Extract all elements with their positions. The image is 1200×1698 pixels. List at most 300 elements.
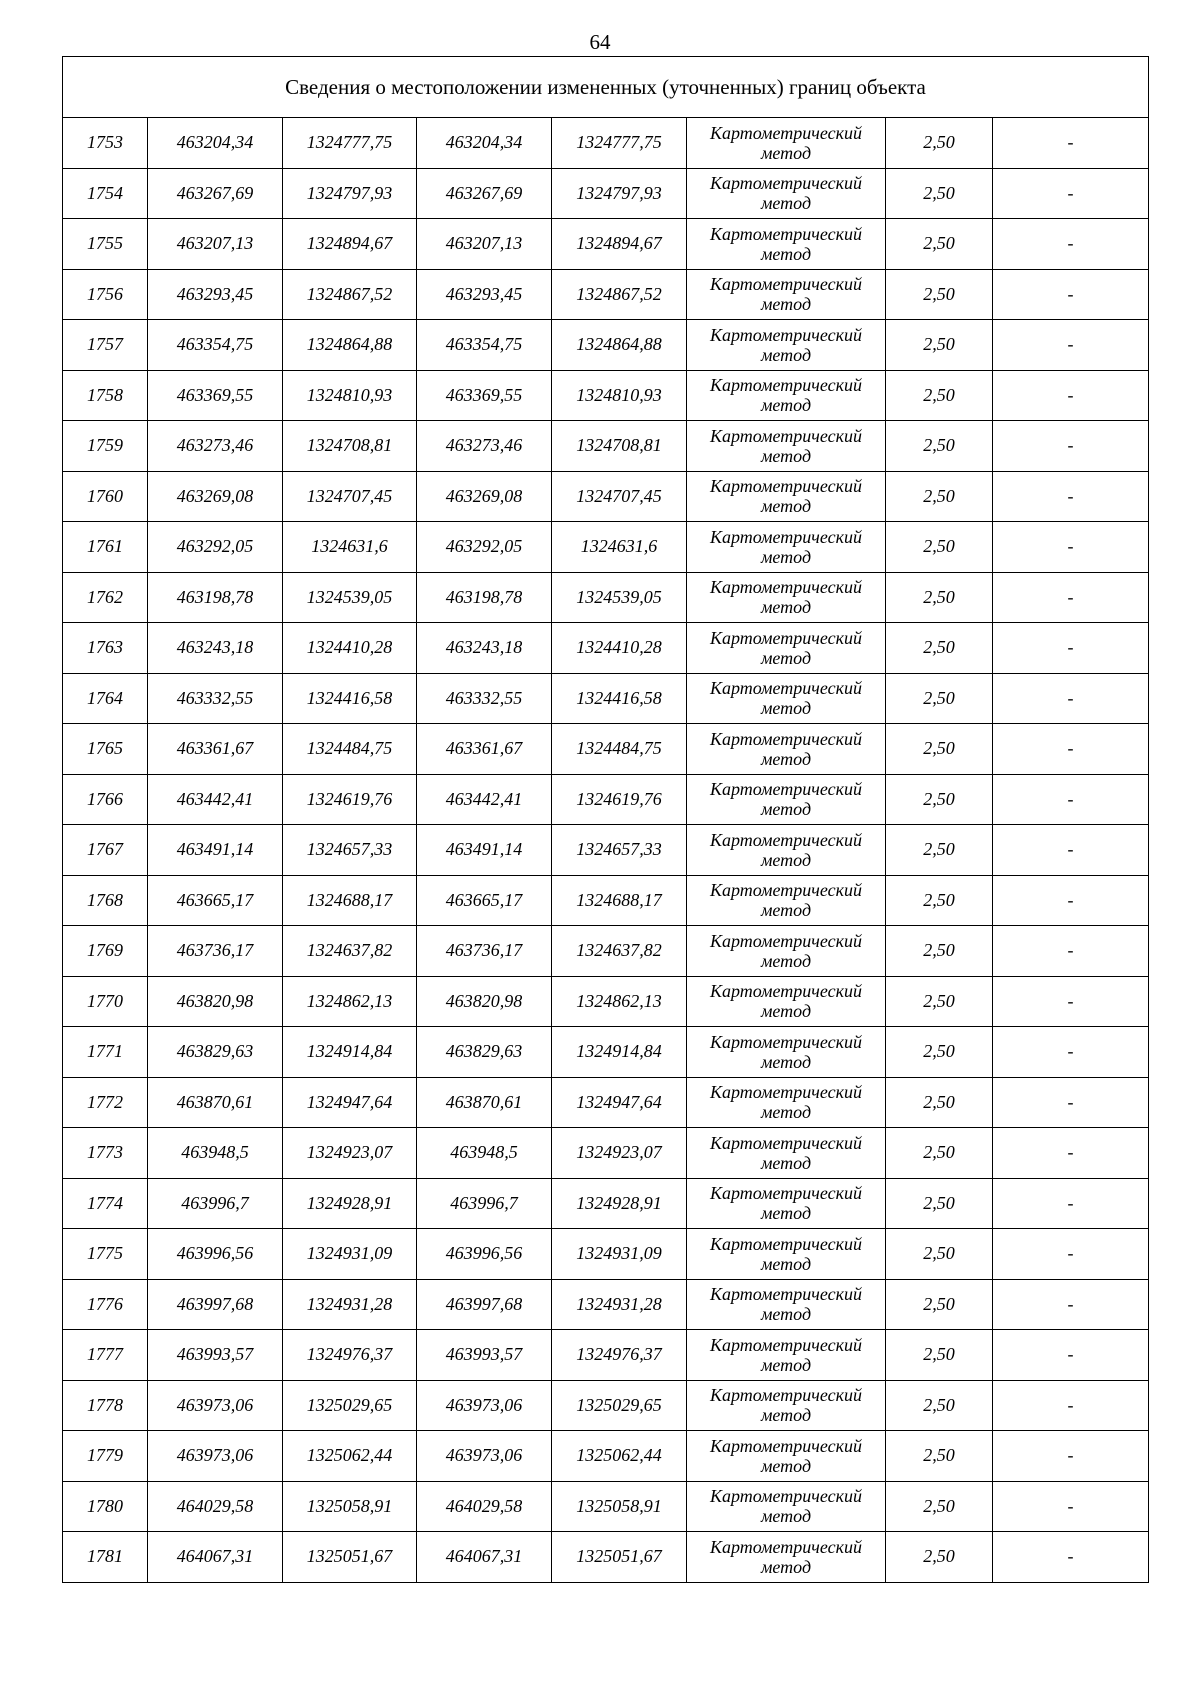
method-line-2: метод: [760, 344, 812, 365]
accuracy-cell: 2,50: [886, 1027, 993, 1078]
x-refined-cell: 463204,34: [417, 118, 552, 169]
y-existing-cell: 1324862,13: [283, 976, 417, 1027]
x-existing-cell: 463993,57: [148, 1330, 283, 1381]
table-row: [63, 875, 1149, 926]
note-cell: -: [993, 1380, 1149, 1431]
x-existing-cell: 464029,58: [148, 1481, 283, 1532]
method-cell: [687, 1330, 886, 1381]
x-existing-cell: 463870,61: [148, 1077, 283, 1128]
y-existing-cell: 1324810,93: [283, 370, 417, 421]
point-number-cell: 1780: [63, 1481, 148, 1532]
y-existing-cell: 1324931,28: [283, 1279, 417, 1330]
method-line-1: Картометрический: [709, 829, 862, 850]
note-cell: -: [993, 1431, 1149, 1482]
method-cell: [687, 1027, 886, 1078]
method-cell: [687, 370, 886, 421]
x-refined-cell: 464029,58: [417, 1481, 552, 1532]
method-cell: [687, 724, 886, 775]
x-existing-cell: 463273,46: [148, 421, 283, 472]
note-cell: -: [993, 572, 1149, 623]
table-row: [63, 825, 1149, 876]
method-line-1: Картометрический: [709, 1284, 862, 1305]
accuracy-cell: 2,50: [886, 1380, 993, 1431]
x-refined-cell: 463354,75: [417, 320, 552, 371]
method-line-2: метод: [760, 900, 812, 921]
table-row: [63, 1481, 1149, 1532]
y-existing-cell: 1325058,91: [283, 1481, 417, 1532]
table-row: [63, 522, 1149, 573]
x-existing-cell: 463361,67: [148, 724, 283, 775]
note-cell: -: [993, 774, 1149, 825]
accuracy-cell: 2,50: [886, 976, 993, 1027]
note-cell: -: [993, 825, 1149, 876]
method-cell: [687, 825, 886, 876]
x-refined-cell: 463361,67: [417, 724, 552, 775]
accuracy-cell: 2,50: [886, 724, 993, 775]
accuracy-cell: 2,50: [886, 1481, 993, 1532]
y-existing-cell: 1324688,17: [283, 875, 417, 926]
note-cell: -: [993, 219, 1149, 270]
method-line-1: Картометрический: [709, 425, 862, 446]
y-refined-cell: 1325029,65: [552, 1380, 687, 1431]
y-existing-cell: 1324484,75: [283, 724, 417, 775]
y-refined-cell: 1324867,52: [552, 269, 687, 320]
y-refined-cell: 1324976,37: [552, 1330, 687, 1381]
table-row: [63, 926, 1149, 977]
x-existing-cell: 463332,55: [148, 673, 283, 724]
note-cell: -: [993, 926, 1149, 977]
point-number-cell: 1776: [63, 1279, 148, 1330]
accuracy-cell: 2,50: [886, 219, 993, 270]
x-refined-cell: 463820,98: [417, 976, 552, 1027]
note-cell: -: [993, 1532, 1149, 1583]
y-refined-cell: 1324410,28: [552, 623, 687, 674]
x-existing-cell: 464067,31: [148, 1532, 283, 1583]
x-refined-cell: 463207,13: [417, 219, 552, 270]
table-row: [63, 724, 1149, 775]
y-existing-cell: 1324416,58: [283, 673, 417, 724]
y-existing-cell: 1324637,82: [283, 926, 417, 977]
coordinates-table: [62, 56, 1149, 1583]
y-existing-cell: 1324864,88: [283, 320, 417, 371]
y-refined-cell: 1324931,28: [552, 1279, 687, 1330]
point-number-cell: 1777: [63, 1330, 148, 1381]
method-line-2: метод: [760, 193, 812, 214]
point-number-cell: 1773: [63, 1128, 148, 1179]
y-refined-cell: 1324657,33: [552, 825, 687, 876]
table-row: [63, 1279, 1149, 1330]
method-cell: [687, 1279, 886, 1330]
y-existing-cell: 1325029,65: [283, 1380, 417, 1431]
y-existing-cell: 1324923,07: [283, 1128, 417, 1179]
x-existing-cell: 463293,45: [148, 269, 283, 320]
x-refined-cell: 463332,55: [417, 673, 552, 724]
method-line-1: Картометрический: [709, 1435, 862, 1456]
table-row: [63, 1128, 1149, 1179]
y-refined-cell: 1324637,82: [552, 926, 687, 977]
point-number-cell: 1779: [63, 1431, 148, 1482]
table-row: [63, 1431, 1149, 1482]
method-line-1: Картометрический: [709, 1183, 862, 1204]
method-line-2: метод: [760, 799, 812, 820]
method-line-2: метод: [760, 1001, 812, 1022]
table-row: [63, 774, 1149, 825]
y-existing-cell: 1324894,67: [283, 219, 417, 270]
x-refined-cell: 463243,18: [417, 623, 552, 674]
method-line-2: метод: [760, 950, 812, 971]
x-refined-cell: 463491,14: [417, 825, 552, 876]
y-refined-cell: 1324631,6: [552, 522, 687, 573]
table-row: [63, 623, 1149, 674]
accuracy-cell: 2,50: [886, 1532, 993, 1583]
method-cell: [687, 522, 886, 573]
y-existing-cell: 1324976,37: [283, 1330, 417, 1381]
y-refined-cell: 1324416,58: [552, 673, 687, 724]
method-line-2: метод: [760, 1506, 812, 1527]
y-refined-cell: 1324923,07: [552, 1128, 687, 1179]
method-line-2: метод: [760, 395, 812, 416]
table-body: [63, 57, 1149, 1583]
x-existing-cell: 463996,56: [148, 1229, 283, 1280]
accuracy-cell: 2,50: [886, 926, 993, 977]
accuracy-cell: 2,50: [886, 1330, 993, 1381]
accuracy-cell: 2,50: [886, 471, 993, 522]
x-existing-cell: 463996,7: [148, 1178, 283, 1229]
note-cell: -: [993, 320, 1149, 371]
method-line-1: Картометрический: [709, 880, 862, 901]
x-refined-cell: 463292,05: [417, 522, 552, 573]
y-existing-cell: 1324928,91: [283, 1178, 417, 1229]
table-row: [63, 976, 1149, 1027]
note-cell: -: [993, 118, 1149, 169]
method-line-1: Картометрический: [709, 627, 862, 648]
y-existing-cell: 1324797,93: [283, 168, 417, 219]
y-existing-cell: 1325051,67: [283, 1532, 417, 1583]
method-cell: [687, 774, 886, 825]
method-line-1: Картометрический: [709, 1132, 862, 1153]
y-existing-cell: 1324867,52: [283, 269, 417, 320]
note-cell: -: [993, 370, 1149, 421]
y-refined-cell: 1324708,81: [552, 421, 687, 472]
table-row: [63, 320, 1149, 371]
x-existing-cell: 463491,14: [148, 825, 283, 876]
method-line-2: метод: [760, 597, 812, 618]
accuracy-cell: 2,50: [886, 421, 993, 472]
x-refined-cell: 463269,08: [417, 471, 552, 522]
accuracy-cell: 2,50: [886, 168, 993, 219]
note-cell: -: [993, 1481, 1149, 1532]
table-row: [63, 370, 1149, 421]
y-refined-cell: 1325062,44: [552, 1431, 687, 1482]
method-line-2: метод: [760, 294, 812, 315]
note-cell: -: [993, 724, 1149, 775]
y-refined-cell: 1325058,91: [552, 1481, 687, 1532]
method-line-2: метод: [760, 496, 812, 517]
accuracy-cell: 2,50: [886, 1178, 993, 1229]
accuracy-cell: 2,50: [886, 623, 993, 674]
method-cell: [687, 976, 886, 1027]
point-number-cell: 1771: [63, 1027, 148, 1078]
note-cell: -: [993, 168, 1149, 219]
y-existing-cell: 1324708,81: [283, 421, 417, 472]
method-cell: [687, 875, 886, 926]
method-line-2: метод: [760, 647, 812, 668]
method-cell: [687, 1532, 886, 1583]
x-existing-cell: 463243,18: [148, 623, 283, 674]
x-existing-cell: 463442,41: [148, 774, 283, 825]
y-refined-cell: 1324914,84: [552, 1027, 687, 1078]
method-cell: [687, 1380, 886, 1431]
note-cell: -: [993, 1330, 1149, 1381]
method-line-2: метод: [760, 849, 812, 870]
page-number: 64: [589, 30, 611, 54]
note-cell: -: [993, 471, 1149, 522]
x-refined-cell: 464067,31: [417, 1532, 552, 1583]
x-refined-cell: 463829,63: [417, 1027, 552, 1078]
method-cell: [687, 269, 886, 320]
y-existing-cell: 1324777,75: [283, 118, 417, 169]
note-cell: -: [993, 1027, 1149, 1078]
x-refined-cell: 463993,57: [417, 1330, 552, 1381]
method-line-2: метод: [760, 1304, 812, 1325]
method-line-2: метод: [760, 1102, 812, 1123]
accuracy-cell: 2,50: [886, 1077, 993, 1128]
x-refined-cell: 463267,69: [417, 168, 552, 219]
method-line-2: метод: [760, 243, 812, 264]
accuracy-cell: 2,50: [886, 1279, 993, 1330]
point-number-cell: 1770: [63, 976, 148, 1027]
point-number-cell: 1757: [63, 320, 148, 371]
y-refined-cell: 1324931,09: [552, 1229, 687, 1280]
method-line-2: метод: [760, 1203, 812, 1224]
x-refined-cell: 463665,17: [417, 875, 552, 926]
x-existing-cell: 463292,05: [148, 522, 283, 573]
method-line-2: метод: [760, 1556, 812, 1577]
table-row: [63, 673, 1149, 724]
method-line-2: метод: [760, 1405, 812, 1426]
method-cell: [687, 623, 886, 674]
table-row: [63, 1330, 1149, 1381]
method-cell: [687, 471, 886, 522]
point-number-cell: 1764: [63, 673, 148, 724]
method-cell: [687, 1229, 886, 1280]
x-refined-cell: 463293,45: [417, 269, 552, 320]
x-existing-cell: 463269,08: [148, 471, 283, 522]
accuracy-cell: 2,50: [886, 673, 993, 724]
table-row: [63, 168, 1149, 219]
method-cell: [687, 1077, 886, 1128]
method-line-2: метод: [760, 1455, 812, 1476]
table-caption: Сведения о местоположении измененных (уточненных) границ объекта: [63, 57, 1149, 118]
x-existing-cell: 463207,13: [148, 219, 283, 270]
method-line-1: Картометрический: [709, 274, 862, 295]
method-cell: [687, 1128, 886, 1179]
y-existing-cell: 1324631,6: [283, 522, 417, 573]
accuracy-cell: 2,50: [886, 875, 993, 926]
point-number-cell: 1762: [63, 572, 148, 623]
method-line-1: Картометрический: [709, 1536, 862, 1557]
method-line-1: Картометрический: [709, 678, 862, 699]
method-line-1: Картометрический: [709, 779, 862, 800]
y-existing-cell: 1324410,28: [283, 623, 417, 674]
method-line-1: Картометрический: [709, 1233, 862, 1254]
y-refined-cell: 1324928,91: [552, 1178, 687, 1229]
accuracy-cell: 2,50: [886, 118, 993, 169]
x-existing-cell: 463198,78: [148, 572, 283, 623]
x-refined-cell: 463996,7: [417, 1178, 552, 1229]
method-line-1: Картометрический: [709, 1031, 862, 1052]
point-number-cell: 1753: [63, 118, 148, 169]
note-cell: -: [993, 1229, 1149, 1280]
point-number-cell: 1769: [63, 926, 148, 977]
table-row: [63, 471, 1149, 522]
method-cell: [687, 219, 886, 270]
note-cell: -: [993, 1178, 1149, 1229]
point-number-cell: 1768: [63, 875, 148, 926]
point-number-cell: 1767: [63, 825, 148, 876]
point-number-cell: 1763: [63, 623, 148, 674]
x-existing-cell: 463665,17: [148, 875, 283, 926]
method-line-2: метод: [760, 1354, 812, 1375]
accuracy-cell: 2,50: [886, 1229, 993, 1280]
accuracy-cell: 2,50: [886, 572, 993, 623]
y-refined-cell: 1324862,13: [552, 976, 687, 1027]
accuracy-cell: 2,50: [886, 269, 993, 320]
x-refined-cell: 463973,06: [417, 1431, 552, 1482]
point-number-cell: 1774: [63, 1178, 148, 1229]
x-existing-cell: 463948,5: [148, 1128, 283, 1179]
method-line-1: Картометрический: [709, 375, 862, 396]
method-line-1: Картометрический: [709, 981, 862, 1002]
note-cell: -: [993, 1279, 1149, 1330]
note-cell: -: [993, 269, 1149, 320]
x-existing-cell: 463820,98: [148, 976, 283, 1027]
method-cell: [687, 168, 886, 219]
y-refined-cell: 1324864,88: [552, 320, 687, 371]
method-line-2: метод: [760, 546, 812, 567]
table-row: [63, 1380, 1149, 1431]
x-refined-cell: 463948,5: [417, 1128, 552, 1179]
table-row: [63, 118, 1149, 169]
point-number-cell: 1754: [63, 168, 148, 219]
accuracy-cell: 2,50: [886, 825, 993, 876]
x-existing-cell: 463829,63: [148, 1027, 283, 1078]
x-existing-cell: 463973,06: [148, 1380, 283, 1431]
y-refined-cell: 1324797,93: [552, 168, 687, 219]
method-line-2: метод: [760, 1253, 812, 1274]
accuracy-cell: 2,50: [886, 370, 993, 421]
table-row: [63, 1229, 1149, 1280]
x-refined-cell: 463369,55: [417, 370, 552, 421]
table-row: [63, 269, 1149, 320]
method-line-1: Картометрический: [709, 1082, 862, 1103]
y-refined-cell: 1324619,76: [552, 774, 687, 825]
method-cell: [687, 320, 886, 371]
y-existing-cell: 1324947,64: [283, 1077, 417, 1128]
x-refined-cell: 463273,46: [417, 421, 552, 472]
method-cell: [687, 572, 886, 623]
method-cell: [687, 1431, 886, 1482]
method-line-1: Картометрический: [709, 577, 862, 598]
method-line-1: Картометрический: [709, 173, 862, 194]
y-refined-cell: 1324688,17: [552, 875, 687, 926]
x-refined-cell: 463442,41: [417, 774, 552, 825]
x-existing-cell: 463997,68: [148, 1279, 283, 1330]
point-number-cell: 1758: [63, 370, 148, 421]
accuracy-cell: 2,50: [886, 320, 993, 371]
table-caption-row: [63, 57, 1149, 118]
point-number-cell: 1755: [63, 219, 148, 270]
method-line-1: Картометрический: [709, 728, 862, 749]
accuracy-cell: 2,50: [886, 774, 993, 825]
table-row: [63, 1027, 1149, 1078]
note-cell: -: [993, 1077, 1149, 1128]
table-row: [63, 219, 1149, 270]
x-refined-cell: 463996,56: [417, 1229, 552, 1280]
y-existing-cell: 1324914,84: [283, 1027, 417, 1078]
note-cell: -: [993, 421, 1149, 472]
method-line-1: Картометрический: [709, 476, 862, 497]
method-cell: [687, 673, 886, 724]
method-line-1: Картометрический: [709, 1334, 862, 1355]
x-refined-cell: 463198,78: [417, 572, 552, 623]
note-cell: -: [993, 623, 1149, 674]
x-existing-cell: 463354,75: [148, 320, 283, 371]
y-refined-cell: 1325051,67: [552, 1532, 687, 1583]
method-line-1: Картометрический: [709, 324, 862, 345]
x-refined-cell: 463997,68: [417, 1279, 552, 1330]
y-existing-cell: 1324619,76: [283, 774, 417, 825]
x-existing-cell: 463204,34: [148, 118, 283, 169]
method-line-2: метод: [760, 142, 812, 163]
method-cell: [687, 118, 886, 169]
x-refined-cell: 463973,06: [417, 1380, 552, 1431]
y-refined-cell: 1324894,67: [552, 219, 687, 270]
point-number-cell: 1759: [63, 421, 148, 472]
method-line-2: метод: [760, 1152, 812, 1173]
method-line-1: Картометрический: [709, 122, 862, 143]
x-refined-cell: 463736,17: [417, 926, 552, 977]
method-line-2: метод: [760, 445, 812, 466]
method-line-1: Картометрический: [709, 1385, 862, 1406]
point-number-cell: 1761: [63, 522, 148, 573]
table-row: [63, 1077, 1149, 1128]
y-existing-cell: 1324657,33: [283, 825, 417, 876]
y-existing-cell: 1324707,45: [283, 471, 417, 522]
x-existing-cell: 463267,69: [148, 168, 283, 219]
point-number-cell: 1775: [63, 1229, 148, 1280]
method-line-2: метод: [760, 698, 812, 719]
y-existing-cell: 1324539,05: [283, 572, 417, 623]
method-line-1: Картометрический: [709, 930, 862, 951]
y-refined-cell: 1324810,93: [552, 370, 687, 421]
note-cell: -: [993, 673, 1149, 724]
x-existing-cell: 463736,17: [148, 926, 283, 977]
accuracy-cell: 2,50: [886, 522, 993, 573]
table-row: [63, 1178, 1149, 1229]
point-number-cell: 1756: [63, 269, 148, 320]
method-line-2: метод: [760, 748, 812, 769]
point-number-cell: 1772: [63, 1077, 148, 1128]
point-number-cell: 1778: [63, 1380, 148, 1431]
y-existing-cell: 1325062,44: [283, 1431, 417, 1482]
method-cell: [687, 1481, 886, 1532]
x-existing-cell: 463973,06: [148, 1431, 283, 1482]
method-line-1: Картометрический: [709, 1486, 862, 1507]
table-row: [63, 421, 1149, 472]
method-line-1: Картометрический: [709, 526, 862, 547]
x-refined-cell: 463870,61: [417, 1077, 552, 1128]
